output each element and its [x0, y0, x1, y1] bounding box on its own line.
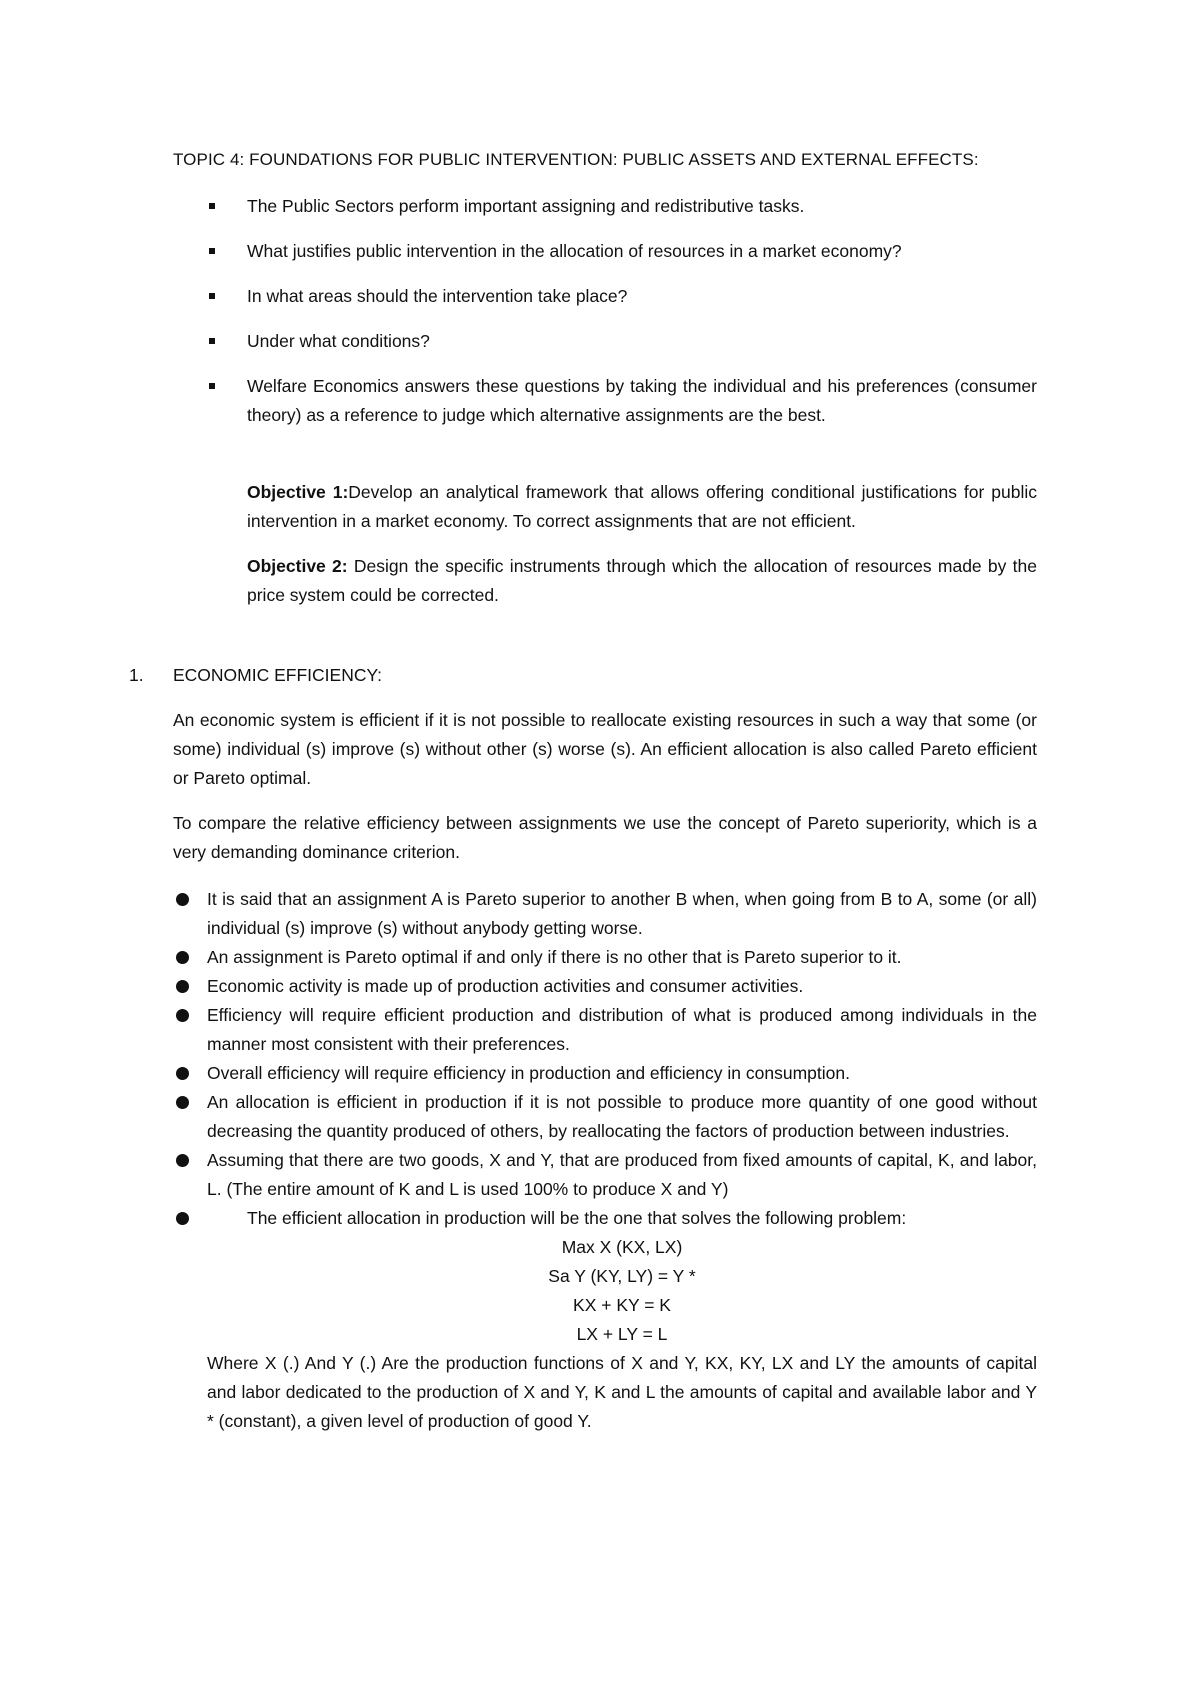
section-number: 1. [129, 665, 144, 685]
list-item-text: The Public Sectors perform important assigning and redistributive tasks. [247, 196, 805, 216]
equation-line: Sa Y (KY, LY) = Y * [548, 1266, 696, 1286]
list-item [173, 1001, 1037, 1059]
round-bullet-icon [176, 1067, 189, 1080]
equation-line: KX + KY = K [573, 1295, 671, 1315]
list-item-text: An assignment is Pareto optimal if and only if there is no other that is Pareto superior to it. [207, 947, 902, 967]
list-item [205, 282, 1037, 311]
round-bullet-icon [176, 1212, 189, 1225]
list-item [205, 192, 1037, 221]
objective-label: Objective 1: [247, 482, 349, 502]
round-bullet-icon [176, 1009, 189, 1022]
square-bullet-icon [209, 203, 215, 209]
list-item [173, 1059, 1037, 1088]
square-bullet-icon [209, 293, 215, 299]
body-paragraphs [173, 706, 1037, 883]
intro-bullet-list [205, 192, 1037, 446]
list-item [205, 327, 1037, 356]
round-bullet-icon [176, 1096, 189, 1109]
document-title: TOPIC 4: FOUNDATIONS FOR PUBLIC INTERVENTION: PUBLIC ASSETS AND EXTERNAL EFFECTS: [173, 150, 979, 169]
list-item-text: The efficient allocation in production will be the one that solves the following problem: [247, 1208, 907, 1228]
list-item-text: Economic activity is made up of production activities and consumer activities. [207, 976, 804, 996]
list-item [173, 1204, 1037, 1233]
list-item [173, 972, 1037, 1001]
list-item [205, 237, 1037, 266]
objectives-block [247, 478, 1037, 626]
round-bullet-icon [176, 951, 189, 964]
list-item-text: Overall efficiency will require efficiency in production and efficiency in consumption. [207, 1063, 850, 1083]
efficiency-bullet-list [173, 885, 1037, 1436]
list-item-text: Under what conditions? [247, 331, 430, 351]
list-item-text: Welfare Economics answers these questions by taking the individual and his preferences (consumer theory) as a reference to judge which alternative assignments are the best. [247, 376, 1037, 425]
objective-text: Develop an analytical framework that allows offering conditional justifications for public intervention in a market economy. To correct assignments that are not efficient. [247, 482, 1037, 531]
list-item [173, 1146, 1037, 1204]
objective-text: Design the specific instruments through which the allocation of resources made by the price system could be corrected. [247, 556, 1037, 605]
body-paragraph: To compare the relative efficiency between assignments we use the concept of Pareto superiority, which is a very demanding dominance criterion. [173, 813, 1037, 862]
round-bullet-icon [176, 1154, 189, 1167]
list-item [173, 943, 1037, 972]
list-item [205, 372, 1037, 430]
objective-paragraph [247, 478, 1037, 536]
equation-list [173, 1233, 1037, 1349]
square-bullet-icon [209, 248, 215, 254]
list-item-text: An allocation is efficient in production if it is not possible to produce more quantity of one good without decreasing the quantity produced of others, by reallocating the factors of production between industries. [207, 1092, 1037, 1141]
list-item-text: It is said that an assignment A is Pareto superior to another B when, when going from B to A, some (or all) individual (s) improve (s) without anybody getting worse. [207, 889, 1037, 938]
list-item [173, 885, 1037, 943]
list-item-text: Assuming that there are two goods, X and Y, that are produced from fixed amounts of capital, K, and labor, L. (The entire amount of K and L is used 100% to produce X and Y) [207, 1150, 1037, 1199]
round-bullet-icon [176, 893, 189, 906]
square-bullet-icon [209, 383, 215, 389]
round-bullet-icon [176, 980, 189, 993]
equation-line: Max X (KX, LX) [561, 1237, 683, 1257]
square-bullet-icon [209, 338, 215, 344]
list-item-text: In what areas should the intervention take place? [247, 286, 628, 306]
list-item-text: What justifies public intervention in the allocation of resources in a market economy? [247, 241, 902, 261]
closing-paragraph: Where X (.) And Y (.) Are the production functions of X and Y, KX, KY, LX and LY the amounts of capital and labor dedicated to the production of X and Y, K and L the amounts of capital and available labor and Y * (constant), a given level of production of good Y. [207, 1353, 1037, 1431]
objective-label: Objective 2: [247, 556, 348, 576]
section-title: ECONOMIC EFFICIENCY: [173, 665, 383, 685]
list-item-text: Efficiency will require efficient production and distribution of what is produced among individuals in the manner most consistent with their preferences. [207, 1005, 1037, 1054]
equation-line: LX + LY = L [576, 1324, 668, 1344]
equation-block [173, 1233, 1037, 1436]
body-paragraph: An economic system is efficient if it is not possible to reallocate existing resources in such a way that some (or some) individual (s) improve (s) without other (s) worse (s). An efficient allocation is also called Pareto efficient or Pareto optimal. [173, 710, 1037, 788]
objective-paragraph [247, 552, 1037, 610]
section-heading [129, 665, 1029, 686]
list-item [173, 1088, 1037, 1146]
